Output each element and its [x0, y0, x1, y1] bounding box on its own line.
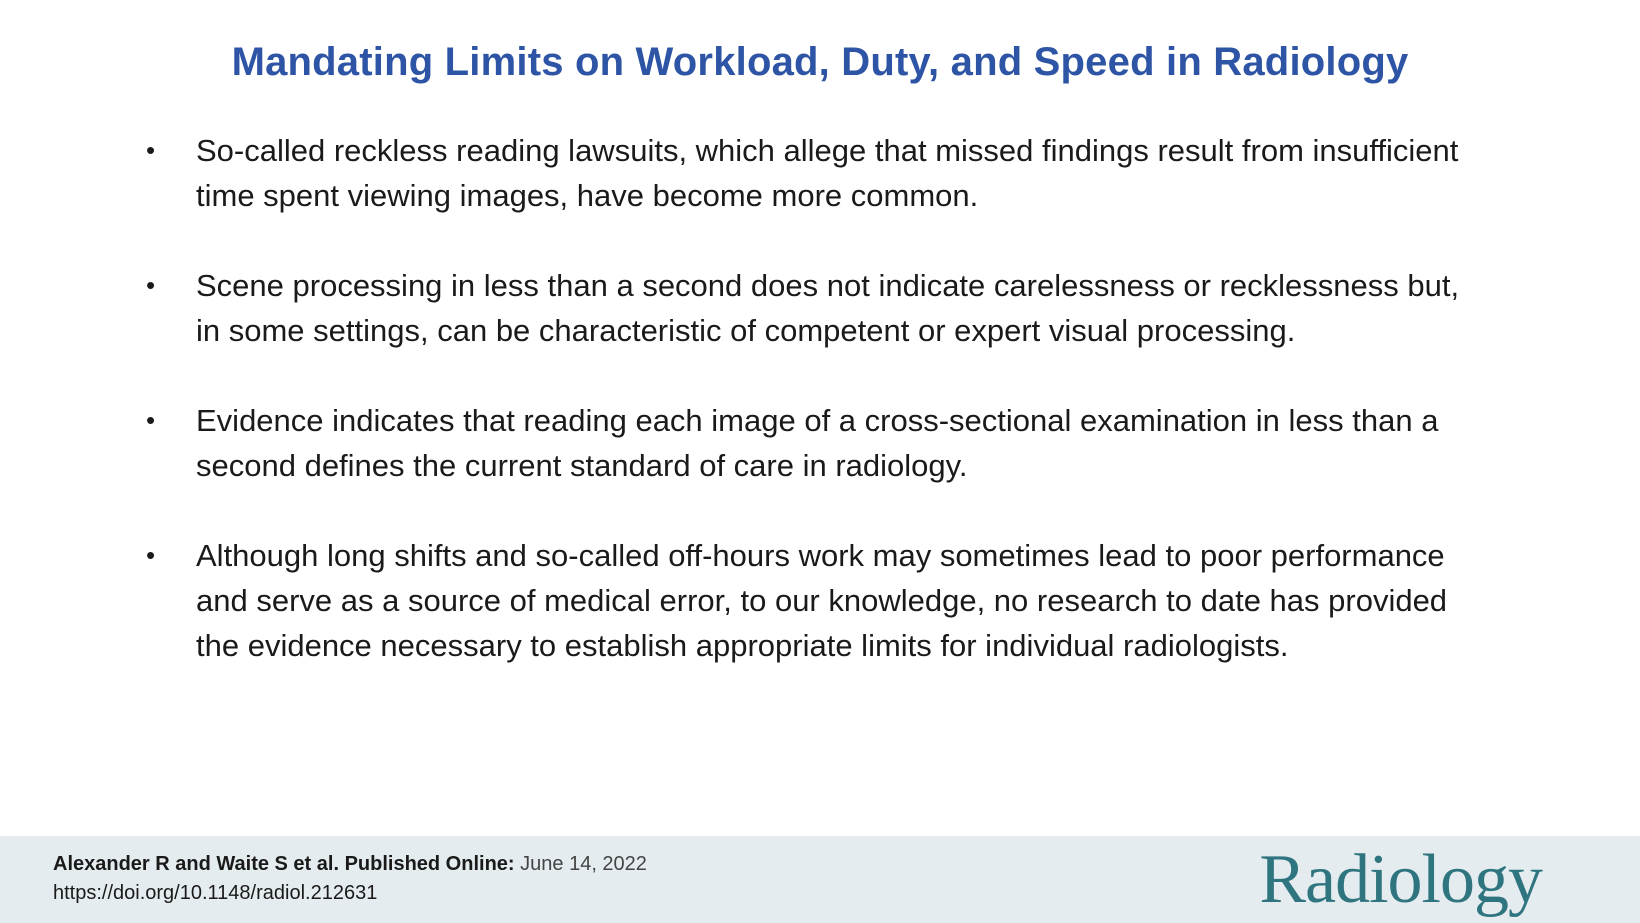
bullet-item: • Evidence indicates that reading each image of a cross-sectional examination in less than a second defines the current standard of care in radiology.	[146, 398, 1476, 488]
bullet-item: • Scene processing in less than a second does not indicate carelessness or recklessness but, in some settings, can be characteristic of competent or expert visual processing.	[146, 263, 1476, 353]
footer-bar	[0, 836, 1640, 923]
bullet-list	[146, 128, 1476, 713]
citation-date: June 14, 2022	[520, 853, 647, 875]
slide-title: Mandating Limits on Workload, Duty, and Speed in Radiology	[231, 40, 1409, 84]
citation-doi-link[interactable]: https://doi.org/10.1148/radiol.212631	[53, 882, 378, 904]
bullet-item: • Although long shifts and so-called off-hours work may sometimes lead to poor performance and serve as a source of medical error, to our knowledge, no research to date has provided the evidence necessary to establish appropriate limits for individual radiologists.	[146, 533, 1476, 668]
citation-authors: Alexander R and Waite S et al. Published Online:	[53, 853, 515, 875]
radiology-logo: Radiology	[1259, 841, 1542, 918]
bullet-item: • So-called reckless reading lawsuits, which allege that missed findings result from insufficient time spent viewing images, have become more common.	[146, 128, 1476, 218]
citation	[53, 850, 647, 908]
